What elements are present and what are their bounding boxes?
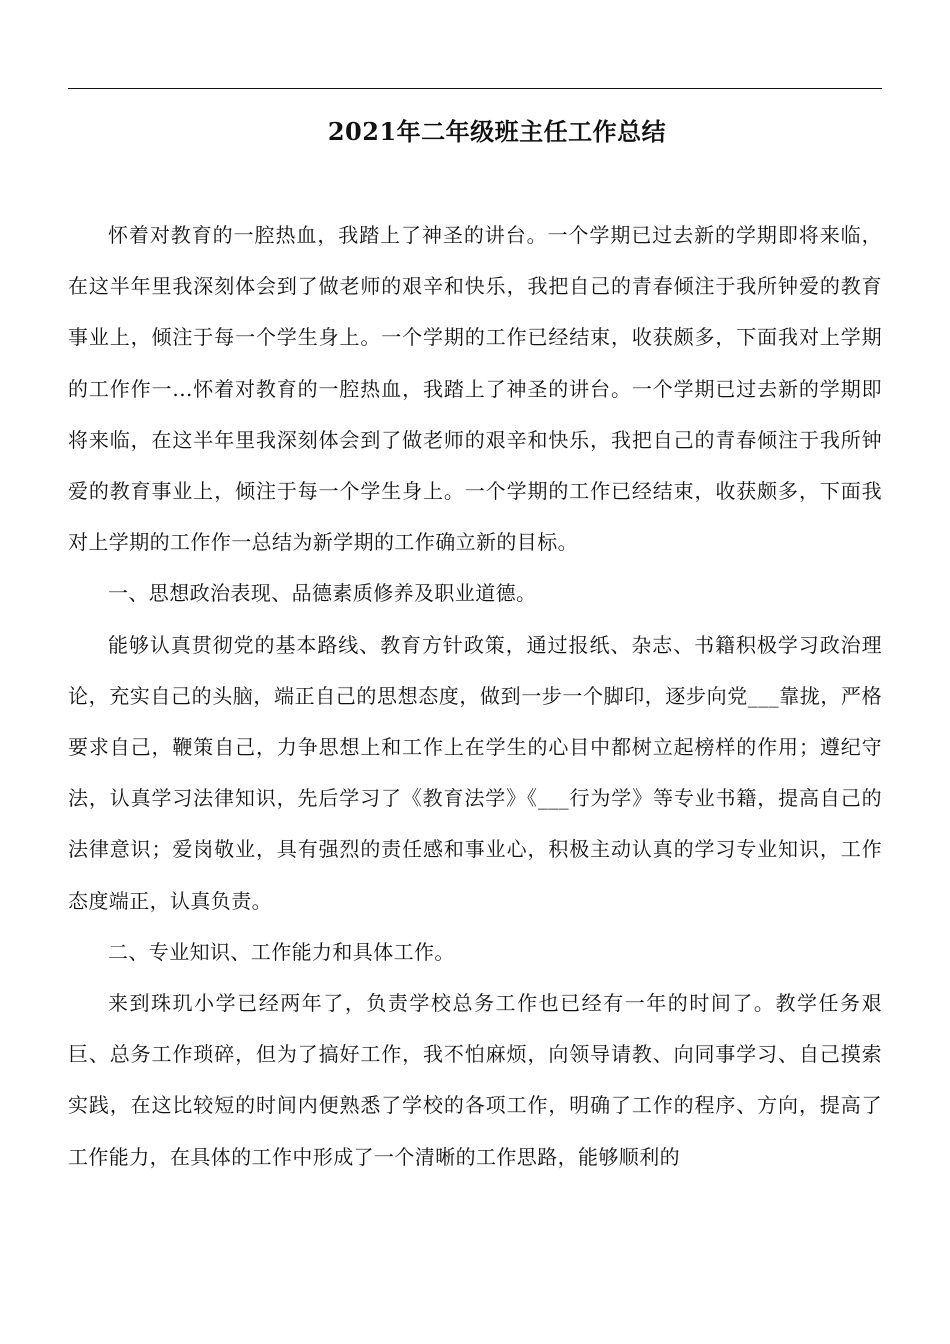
header-rule <box>68 88 882 89</box>
document-body <box>68 210 882 1183</box>
document-title: 2021年二年级班主任工作总结 <box>327 117 667 147</box>
paragraph-intro: 怀着对教育的一腔热血，我踏上了神圣的讲台。一个学期已过去新的学期即将来临，在这半年里我深刻体会到了做老师的艰辛和快乐，我把自己的青春倾注于我所钟爱的教育事业上，倾注于每一个学生身上。一个学期的工作已经结束，收获颇多，下面我对上学期的工作作一...怀着对教育的一腔热血，我踏上了神圣的讲台。一个学期已过去新的学期即将来临，在这半年里我深刻体会到了做老师的艰辛和快乐，我把自己的青春倾注于我所钟爱的教育事业上，倾注于每一个学生身上。一个学期的工作已经结束，收获颇多，下面我对上学期的工作作一总结为新学期的工作确立新的目标。 <box>68 223 882 555</box>
section-heading-2: 二、专业知识、工作能力和具体工作。 <box>108 939 455 964</box>
paragraph-section-2: 来到珠玑小学已经两年了，负责学校总务工作也已经有一年的时间了。教学任务艰巨、总务工作琐碎，但为了搞好工作，我不怕麻烦，向领导请教、向同事学习、自己摸索实践，在这比较短的时间内便熟悉了学校的各项工作，明确了工作的程序、方向，提高了工作能力，在具体的工作中形成了一个清晰的工作思路，能够顺利的 <box>68 991 882 1169</box>
section-heading-1: 一、思想政治表现、品德素质修养及职业道德。 <box>108 581 537 606</box>
paragraph-section-1: 能够认真贯彻党的基本路线、教育方针政策，通过报纸、杂志、书籍积极学习政治理论，充实自己的头脑，端正自己的思想态度，做到一步一个脚印，逐步向党___靠拢，严格要求自己，鞭策自己，力争思想上和工作上在学生的心目中都树立起榜样的作用；遵纪守法，认真学习法律知识，先后学习了《教育法学》《___行为学》等专业书籍，提高自己的法律意识；爱岗敬业，具有强烈的责任感和事业心，积极主动认真的学习专业知识，工作态度端正，认真负责。 <box>68 632 882 913</box>
